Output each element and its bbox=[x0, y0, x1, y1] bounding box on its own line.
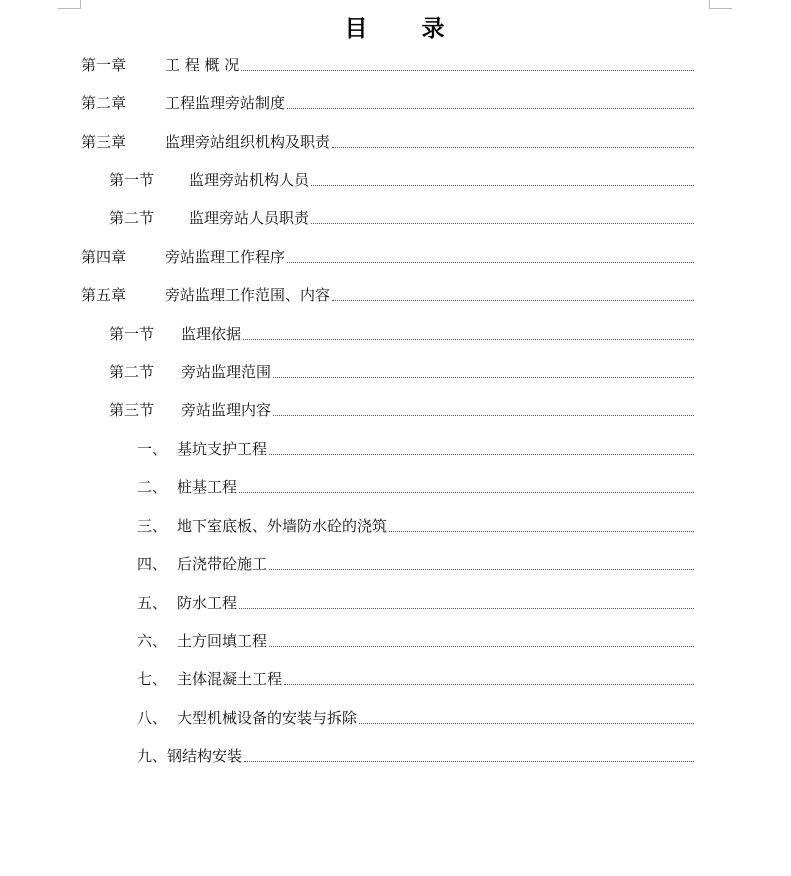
dot-leader bbox=[287, 261, 694, 263]
dot-leader bbox=[311, 184, 694, 186]
toc-entry-number: 第二节 bbox=[109, 363, 155, 381]
toc-entry-item-9[interactable] bbox=[137, 744, 694, 766]
toc-entry-title: 旁站监理内容 bbox=[181, 401, 272, 419]
toc-entry-number: 六、 bbox=[137, 632, 168, 650]
toc-entry-item-7[interactable] bbox=[137, 667, 694, 689]
toc-entry-title: 监理依据 bbox=[181, 325, 242, 343]
toc-entry-number: 九、 bbox=[137, 747, 168, 765]
toc-entry-title: 主体混凝土工程 bbox=[177, 670, 283, 688]
toc-entry-item-2[interactable] bbox=[137, 475, 694, 497]
toc-entry-number: 三、 bbox=[137, 517, 168, 535]
toc-entry-section-3-2[interactable] bbox=[109, 206, 694, 228]
toc-entry-title: 旁站监理范围 bbox=[181, 363, 272, 381]
toc-entry-title: 桩基工程 bbox=[177, 478, 238, 496]
toc-entry-title: 监理旁站人员职责 bbox=[189, 209, 310, 227]
dot-leader bbox=[332, 146, 694, 148]
toc-entry-number: 第一节 bbox=[109, 325, 155, 343]
dot-leader bbox=[311, 222, 694, 224]
crop-mark-top-left bbox=[58, 0, 81, 9]
dot-leader bbox=[239, 607, 694, 609]
toc-entry-title: 钢结构安装 bbox=[167, 747, 243, 765]
toc-heading-part2: 录 bbox=[421, 15, 447, 42]
dot-leader bbox=[243, 338, 694, 340]
toc-entry-item-5[interactable] bbox=[137, 591, 694, 613]
toc-entry-title: 工 程 概 况 bbox=[165, 56, 240, 74]
toc-entry-number: 八、 bbox=[137, 709, 168, 727]
dot-leader bbox=[269, 645, 694, 647]
toc-entry-section-5-1[interactable] bbox=[109, 322, 694, 344]
toc-heading bbox=[0, 10, 791, 43]
crop-mark-top-right bbox=[709, 0, 732, 9]
toc-heading-part1: 目 bbox=[344, 15, 370, 42]
toc-entry-number: 第二章 bbox=[81, 94, 127, 112]
dot-leader bbox=[287, 107, 694, 109]
toc-entry-number: 第二节 bbox=[109, 209, 155, 227]
toc-entry-number: 第一章 bbox=[81, 56, 127, 74]
toc-entry-number: 五、 bbox=[137, 594, 168, 612]
toc-entry-title: 地下室底板、外墙防水砼的浇筑 bbox=[177, 517, 388, 535]
toc-entry-title: 防水工程 bbox=[177, 594, 238, 612]
toc-entry-number: 第三章 bbox=[81, 133, 127, 151]
toc-entry-section-5-2[interactable] bbox=[109, 360, 694, 382]
dot-leader bbox=[269, 453, 694, 455]
toc-entry-item-4[interactable] bbox=[137, 552, 694, 574]
toc-entry-title: 旁站监理工作程序 bbox=[165, 248, 286, 266]
dot-leader bbox=[239, 491, 694, 493]
toc-entry-chapter-4[interactable] bbox=[81, 245, 694, 267]
toc-entry-chapter-2[interactable] bbox=[81, 91, 694, 113]
toc-entry-title: 大型机械设备的安装与拆除 bbox=[177, 709, 358, 727]
toc-entry-item-6[interactable] bbox=[137, 629, 694, 651]
toc-entry-number: 第三节 bbox=[109, 401, 155, 419]
dot-leader bbox=[273, 414, 694, 416]
toc-entry-number: 四、 bbox=[137, 555, 168, 573]
toc-entry-section-5-3[interactable] bbox=[109, 398, 694, 420]
dot-leader bbox=[273, 376, 694, 378]
toc-entry-title: 旁站监理工作范围、内容 bbox=[165, 286, 331, 304]
toc-entry-chapter-3[interactable] bbox=[81, 130, 694, 152]
dot-leader bbox=[332, 299, 694, 301]
toc-entry-number: 第五章 bbox=[81, 286, 127, 304]
toc-entry-item-3[interactable] bbox=[137, 514, 694, 536]
toc-entry-number: 二、 bbox=[137, 478, 168, 496]
toc-entry-number: 第四章 bbox=[81, 248, 127, 266]
toc-entry-chapter-1[interactable] bbox=[81, 53, 694, 75]
dot-leader bbox=[269, 568, 694, 570]
dot-leader bbox=[284, 683, 694, 685]
toc-entry-chapter-5[interactable] bbox=[81, 283, 694, 305]
toc-entry-title: 监理旁站机构人员 bbox=[189, 171, 310, 189]
toc-entry-section-3-1[interactable] bbox=[109, 168, 694, 190]
dot-leader bbox=[241, 69, 694, 71]
toc-entry-number: 一、 bbox=[137, 440, 168, 458]
dot-leader bbox=[244, 760, 694, 762]
toc-entry-item-8[interactable] bbox=[137, 706, 694, 728]
toc-entry-title: 工程监理旁站制度 bbox=[165, 94, 286, 112]
toc-entry-title: 基坑支护工程 bbox=[177, 440, 268, 458]
toc-entry-title: 土方回填工程 bbox=[177, 632, 268, 650]
toc-entry-number: 第一节 bbox=[109, 171, 155, 189]
toc-entry-item-1[interactable] bbox=[137, 437, 694, 459]
toc-entry-title: 后浇带砼施工 bbox=[177, 555, 268, 573]
toc-entry-number: 七、 bbox=[137, 670, 168, 688]
toc-entry-title: 监理旁站组织机构及职责 bbox=[165, 133, 331, 151]
dot-leader bbox=[389, 530, 694, 532]
dot-leader bbox=[359, 722, 694, 724]
